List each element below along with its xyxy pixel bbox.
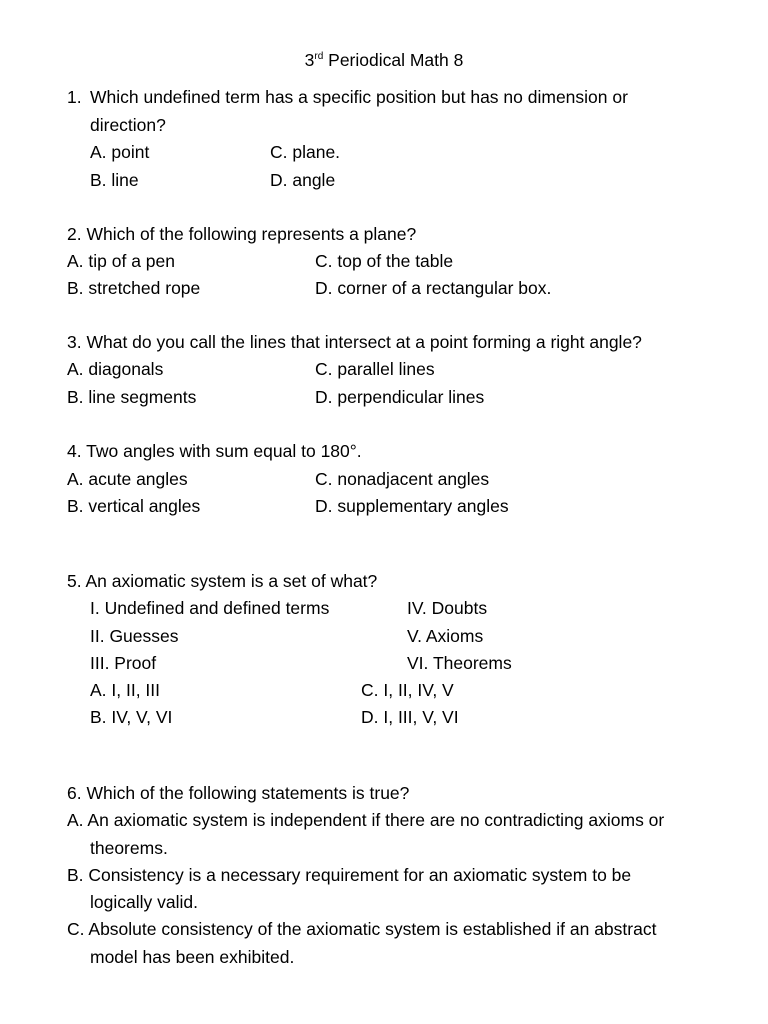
title-text: Periodical Math 8 xyxy=(323,50,464,70)
page-title xyxy=(0,49,768,71)
q2-option-c: C. top of the table xyxy=(315,251,454,271)
q5-item-iv: IV. Doubts xyxy=(407,598,488,618)
q5-stem: 5. An axiomatic system is a set of what? xyxy=(67,571,378,591)
q3-option-a: A. diagonals xyxy=(67,359,164,379)
q3-option-b: B. line segments xyxy=(67,387,197,407)
q3-option-d: D. perpendicular lines xyxy=(315,387,485,407)
q5-item-ii: II. Guesses xyxy=(90,626,179,646)
q4-option-a: A. acute angles xyxy=(67,469,188,489)
title-ordinal: 3 xyxy=(304,50,315,70)
q6-option-a-line2: theorems. xyxy=(90,838,168,858)
q4-option-d: D. supplementary angles xyxy=(315,496,509,516)
q3-stem: 3. What do you call the lines that intersect at a point forming a right angle? xyxy=(67,332,642,352)
q5-item-i: I. Undefined and defined terms xyxy=(90,598,330,618)
q6-stem: 6. Which of the following statements is true? xyxy=(67,783,410,803)
q1-option-a: A. point xyxy=(90,142,150,162)
q4-stem: 4. Two angles with sum equal to 180°. xyxy=(67,441,362,461)
q6-option-b-line1: B. Consistency is a necessary requirement for an axiomatic system to be xyxy=(67,865,632,885)
q6-option-a-line1: A. An axiomatic system is independent if there are no contradicting axioms or xyxy=(67,810,665,830)
q5-option-c: C. I, II, IV, V xyxy=(361,680,454,700)
q2-stem: 2. Which of the following represents a plane? xyxy=(67,224,417,244)
q5-item-iii: III. Proof xyxy=(90,653,157,673)
q1-stem-line1: Which undefined term has a specific position but has no dimension or xyxy=(90,87,628,107)
q5-item-v: V. Axioms xyxy=(407,626,484,646)
q4-option-b: B. vertical angles xyxy=(67,496,201,516)
q5-option-d: D. I, III, V, VI xyxy=(361,707,459,727)
q2-option-a: A. tip of a pen xyxy=(67,251,175,271)
title-ordinal-suffix: rd xyxy=(314,51,324,62)
q3-option-c: C. parallel lines xyxy=(315,359,435,379)
q2-option-b: B. stretched rope xyxy=(67,278,201,298)
q4-option-c: C. nonadjacent angles xyxy=(315,469,490,489)
q6-option-b-line2: logically valid. xyxy=(90,892,198,912)
q1-stem-line2: direction? xyxy=(90,115,166,135)
q2-option-d: D. corner of a rectangular box. xyxy=(315,278,552,298)
q1-number: 1. xyxy=(67,87,82,107)
q5-option-a: A. I, II, III xyxy=(90,680,161,700)
q5-item-vi: VI. Theorems xyxy=(407,653,512,673)
q5-option-b: B. IV, V, VI xyxy=(90,707,173,727)
q1-option-d: D. angle xyxy=(270,170,336,190)
q6-option-c-line2: model has been exhibited. xyxy=(90,947,295,967)
q1-option-b: B. line xyxy=(90,170,139,190)
q1-option-c: C. plane. xyxy=(270,142,341,162)
q6-option-c-line1: C. Absolute consistency of the axiomatic system is established if an abstract xyxy=(67,919,657,939)
